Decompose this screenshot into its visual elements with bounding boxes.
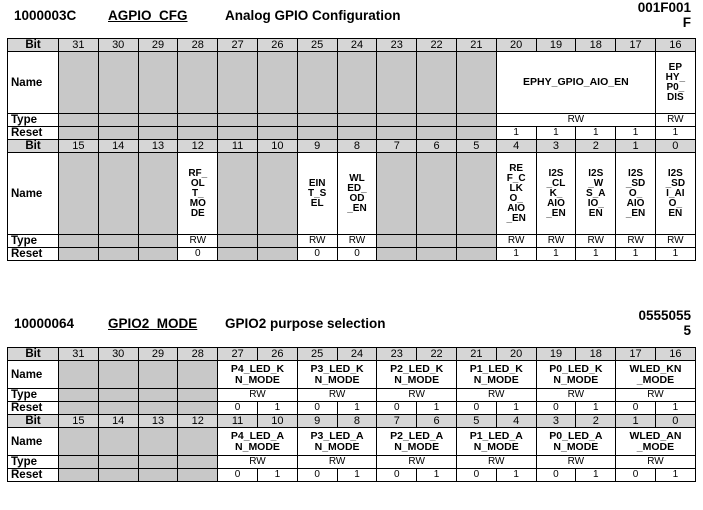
register-default-value <box>638 0 691 30</box>
field-type: RW <box>377 456 457 469</box>
type-label: Type <box>8 114 59 127</box>
reserved-cell <box>59 389 99 402</box>
reset-value: 0 <box>218 469 258 482</box>
bit-label: Bit <box>8 140 59 153</box>
reserved-cell <box>218 114 258 127</box>
reserved-cell <box>138 361 178 389</box>
bit-number: 28 <box>178 348 218 361</box>
reset-value: 0 <box>377 469 417 482</box>
reserved-cell <box>377 248 417 261</box>
bit-number: 26 <box>257 348 297 361</box>
field-type: RW <box>536 456 616 469</box>
reserved-cell <box>456 153 496 235</box>
reset-value: 1 <box>257 469 297 482</box>
reserved-cell <box>138 114 178 127</box>
reset-value: 0 <box>297 248 337 261</box>
bit-number: 18 <box>576 348 616 361</box>
field-p2-led-kn-mode: P2_LED_K N_MODE <box>377 361 457 389</box>
field-type: RW <box>536 235 576 248</box>
reserved-cell <box>98 248 138 261</box>
register-address: 10000064 <box>14 316 75 331</box>
bit-number: 23 <box>377 39 417 52</box>
reserved-cell <box>417 52 457 114</box>
reserved-cell <box>98 52 138 114</box>
reserved-cell <box>257 52 297 114</box>
reserved-cell <box>417 248 457 261</box>
field-i2s-ws-aio-en: I2S _W S_A IO_ EN <box>576 153 616 235</box>
bit-number: 13 <box>138 415 178 428</box>
bit-number: 7 <box>377 415 417 428</box>
bit-number: 29 <box>138 39 178 52</box>
reserved-cell <box>59 402 99 415</box>
reserved-cell <box>417 127 457 140</box>
bit-number: 9 <box>297 415 337 428</box>
reset-value: 0 <box>218 402 258 415</box>
reset-value: 0 <box>616 469 656 482</box>
name-label: Name <box>8 361 59 389</box>
field-type: RW <box>536 389 616 402</box>
reset-label: Reset <box>8 127 59 140</box>
field-type: RW <box>297 235 337 248</box>
field-type: RW <box>655 114 695 127</box>
reset-value: 1 <box>536 248 576 261</box>
reserved-cell <box>138 469 178 482</box>
field-p0-led-an-mode: P0_LED_A N_MODE <box>536 428 616 456</box>
reserved-cell <box>257 127 297 140</box>
bit-number: 9 <box>297 140 337 153</box>
bit-number: 20 <box>496 39 536 52</box>
bit-number: 28 <box>178 39 218 52</box>
reserved-cell <box>59 235 99 248</box>
reserved-cell <box>59 127 99 140</box>
bit-number: 26 <box>257 39 297 52</box>
bit-number: 17 <box>616 348 656 361</box>
reserved-cell <box>337 114 377 127</box>
bit-number: 23 <box>377 348 417 361</box>
register-header <box>0 0 703 34</box>
field-ephy-p0-dis: EP HY_ P0_ DIS <box>655 52 695 114</box>
reserved-cell <box>257 248 297 261</box>
reset-value: 1 <box>576 248 616 261</box>
reserved-cell <box>257 153 297 235</box>
bit-number: 7 <box>377 140 417 153</box>
reset-label: Reset <box>8 402 59 415</box>
field-type: RW <box>297 389 377 402</box>
bit-number: 8 <box>337 140 377 153</box>
default-line-2: F <box>682 15 691 30</box>
reserved-cell <box>218 52 258 114</box>
reset-value: 0 <box>178 248 218 261</box>
bit-number: 12 <box>178 415 218 428</box>
field-i2s-sdi-aio-en: I2S _SD I_AI O_ EN <box>655 153 695 235</box>
reserved-cell <box>456 127 496 140</box>
reserved-cell <box>98 402 138 415</box>
reserved-cell <box>218 153 258 235</box>
field-p1-led-kn-mode: P1_LED_K N_MODE <box>456 361 536 389</box>
reserved-cell <box>178 127 218 140</box>
field-type: RW <box>337 235 377 248</box>
field-p4-led-an-mode: P4_LED_A N_MODE <box>218 428 298 456</box>
bit-number: 30 <box>98 39 138 52</box>
field-type: RW <box>377 389 457 402</box>
type-label: Type <box>8 235 59 248</box>
field-type: RW <box>456 389 536 402</box>
field-name-row <box>8 428 696 456</box>
bit-number: 11 <box>218 140 258 153</box>
bit-number-row <box>8 415 696 428</box>
type-label: Type <box>8 456 59 469</box>
reserved-cell <box>98 235 138 248</box>
reserved-cell <box>138 428 178 456</box>
reserved-cell <box>98 389 138 402</box>
reserved-cell <box>178 402 218 415</box>
field-type: RW <box>218 389 298 402</box>
bit-number: 18 <box>576 39 616 52</box>
reserved-cell <box>178 389 218 402</box>
bit-number: 27 <box>218 39 258 52</box>
type-label: Type <box>8 389 59 402</box>
field-type: RW <box>576 235 616 248</box>
field-p4-led-kn-mode: P4_LED_K N_MODE <box>218 361 298 389</box>
bit-label: Bit <box>8 415 59 428</box>
reserved-cell <box>178 469 218 482</box>
bit-number: 2 <box>576 140 616 153</box>
type-row <box>8 114 696 127</box>
reserved-cell <box>98 153 138 235</box>
bit-number: 14 <box>98 140 138 153</box>
reset-value: 0 <box>297 469 337 482</box>
reset-value: 1 <box>337 469 377 482</box>
reset-value: 1 <box>576 127 616 140</box>
reserved-cell <box>98 127 138 140</box>
name-label: Name <box>8 428 59 456</box>
field-p1-led-an-mode: P1_LED_A N_MODE <box>456 428 536 456</box>
reserved-cell <box>417 153 457 235</box>
field-i2s-sdo-aio-en: I2S _SD O_ AIO _EN <box>616 153 656 235</box>
field-type: RW <box>616 389 696 402</box>
reserved-cell <box>138 456 178 469</box>
reserved-cell <box>178 114 218 127</box>
reserved-cell <box>138 402 178 415</box>
reserved-cell <box>337 52 377 114</box>
field-type: RW <box>616 235 656 248</box>
reserved-cell <box>138 389 178 402</box>
reset-value: 1 <box>496 402 536 415</box>
bit-number: 4 <box>496 140 536 153</box>
reset-label: Reset <box>8 469 59 482</box>
register-description: GPIO2 purpose selection <box>225 316 386 331</box>
bit-number-row <box>8 39 696 52</box>
bit-number: 25 <box>297 348 337 361</box>
reset-value: 1 <box>616 127 656 140</box>
field-p0-led-kn-mode: P0_LED_K N_MODE <box>536 361 616 389</box>
reserved-cell <box>456 114 496 127</box>
bit-number: 24 <box>337 39 377 52</box>
bit-number: 3 <box>536 140 576 153</box>
bit-number: 6 <box>417 415 457 428</box>
bit-number: 0 <box>655 140 695 153</box>
bit-number: 1 <box>616 140 656 153</box>
bit-number: 2 <box>576 415 616 428</box>
reserved-cell <box>297 114 337 127</box>
bit-number: 0 <box>655 415 695 428</box>
reset-value: 1 <box>655 402 695 415</box>
field-type: RW <box>218 456 298 469</box>
bit-number: 31 <box>59 39 99 52</box>
field-p3-led-an-mode: P3_LED_A N_MODE <box>297 428 377 456</box>
register-header <box>0 308 703 342</box>
bit-number: 10 <box>257 415 297 428</box>
bit-number: 21 <box>456 39 496 52</box>
bit-number: 15 <box>59 140 99 153</box>
field-rf-olt-mode: RF_ OL T_ MO DE <box>178 153 218 235</box>
reset-value: 0 <box>456 469 496 482</box>
bit-number: 24 <box>337 348 377 361</box>
reserved-cell <box>377 235 417 248</box>
register-default-value <box>638 308 691 338</box>
reserved-cell <box>59 456 99 469</box>
reset-value: 0 <box>377 402 417 415</box>
field-type: RW <box>616 456 696 469</box>
reserved-cell <box>59 428 99 456</box>
field-i2s-clk-aio-en: I2S _CL K_ AIO _EN <box>536 153 576 235</box>
reserved-cell <box>218 235 258 248</box>
reserved-cell <box>377 114 417 127</box>
field-wled-an-mode: WLED_AN _MODE <box>616 428 696 456</box>
reset-value: 1 <box>496 248 536 261</box>
reserved-cell <box>297 52 337 114</box>
reserved-cell <box>98 469 138 482</box>
reset-row <box>8 469 696 482</box>
bit-number: 8 <box>337 415 377 428</box>
bit-label: Bit <box>8 39 59 52</box>
reserved-cell <box>257 235 297 248</box>
name-label: Name <box>8 52 59 114</box>
field-name-row <box>8 52 696 114</box>
bit-number: 29 <box>138 348 178 361</box>
reserved-cell <box>257 114 297 127</box>
field-eint-sel: EIN T_S EL <box>297 153 337 235</box>
reset-value: 0 <box>297 402 337 415</box>
reserved-cell <box>178 52 218 114</box>
reserved-cell <box>138 153 178 235</box>
reset-label: Reset <box>8 248 59 261</box>
reset-row <box>8 127 696 140</box>
register-name: AGPIO_CFG <box>108 8 188 23</box>
reserved-cell <box>417 235 457 248</box>
bit-number: 19 <box>536 39 576 52</box>
bit-number: 12 <box>178 140 218 153</box>
bitfield-table <box>7 347 696 482</box>
reset-value: 1 <box>257 402 297 415</box>
default-line-1: 001F001 <box>637 0 691 15</box>
reserved-cell <box>138 52 178 114</box>
type-row <box>8 389 696 402</box>
bit-number: 13 <box>138 140 178 153</box>
reserved-cell <box>178 361 218 389</box>
field-type: RW <box>456 456 536 469</box>
bit-number: 22 <box>417 39 457 52</box>
reserved-cell <box>178 428 218 456</box>
bit-number: 20 <box>496 348 536 361</box>
bit-number: 10 <box>257 140 297 153</box>
bit-number: 3 <box>536 415 576 428</box>
reset-value: 1 <box>496 127 536 140</box>
reset-value: 1 <box>496 469 536 482</box>
field-refclko-aio-en: RE F_C LK O_ AIO _EN <box>496 153 536 235</box>
field-p3-led-kn-mode: P3_LED_K N_MODE <box>297 361 377 389</box>
reserved-cell <box>218 248 258 261</box>
field-type: RW <box>297 456 377 469</box>
bit-number-row <box>8 140 696 153</box>
reserved-cell <box>297 127 337 140</box>
field-name-row <box>8 153 696 235</box>
reset-value: 1 <box>655 248 695 261</box>
bit-number: 5 <box>456 140 496 153</box>
reserved-cell <box>59 248 99 261</box>
bit-number: 27 <box>218 348 258 361</box>
bit-label: Bit <box>8 348 59 361</box>
reserved-cell <box>59 114 99 127</box>
reset-value: 0 <box>616 402 656 415</box>
reserved-cell <box>377 52 417 114</box>
reset-value: 1 <box>655 127 695 140</box>
reserved-cell <box>456 52 496 114</box>
name-label: Name <box>8 153 59 235</box>
reset-value: 1 <box>576 469 616 482</box>
reset-value: 0 <box>456 402 496 415</box>
reserved-cell <box>98 428 138 456</box>
bit-number: 30 <box>98 348 138 361</box>
field-wled-od-en: WL ED_ OD _EN <box>337 153 377 235</box>
bit-number: 15 <box>59 415 99 428</box>
register-description: Analog GPIO Configuration <box>225 8 401 23</box>
field-type: RW <box>496 114 655 127</box>
default-line-1: 0555055 <box>638 308 691 323</box>
reserved-cell <box>59 52 99 114</box>
reserved-cell <box>59 153 99 235</box>
reset-value: 1 <box>417 402 457 415</box>
field-type: RW <box>496 235 536 248</box>
reset-row <box>8 248 696 261</box>
bit-number-row <box>8 348 696 361</box>
reserved-cell <box>377 153 417 235</box>
field-type: RW <box>178 235 218 248</box>
bit-number: 19 <box>536 348 576 361</box>
reserved-cell <box>138 235 178 248</box>
reset-value: 1 <box>417 469 457 482</box>
field-p2-led-an-mode: P2_LED_A N_MODE <box>377 428 457 456</box>
default-line-2: 5 <box>683 323 691 338</box>
reset-value: 0 <box>337 248 377 261</box>
reserved-cell <box>59 361 99 389</box>
reserved-cell <box>98 456 138 469</box>
reserved-cell <box>178 456 218 469</box>
field-wled-kn-mode: WLED_KN _MODE <box>616 361 696 389</box>
bit-number: 1 <box>616 415 656 428</box>
bit-number: 14 <box>98 415 138 428</box>
bit-number: 21 <box>456 348 496 361</box>
reserved-cell <box>377 127 417 140</box>
reserved-cell <box>337 127 377 140</box>
bit-number: 22 <box>417 348 457 361</box>
bit-number: 16 <box>655 348 695 361</box>
reset-row <box>8 402 696 415</box>
bitfield-table <box>7 38 696 261</box>
bit-number: 6 <box>417 140 457 153</box>
type-row <box>8 456 696 469</box>
field-name-row <box>8 361 696 389</box>
reserved-cell <box>456 248 496 261</box>
bit-number: 11 <box>218 415 258 428</box>
type-row <box>8 235 696 248</box>
reset-value: 1 <box>337 402 377 415</box>
bit-number: 16 <box>655 39 695 52</box>
reset-value: 0 <box>536 402 576 415</box>
register-address: 1000003C <box>14 8 77 23</box>
field-ephy-gpio-aio-en: EPHY_GPIO_AIO_EN <box>496 52 655 114</box>
reset-value: 0 <box>536 469 576 482</box>
bit-number: 5 <box>456 415 496 428</box>
register-gpio2-mode <box>0 308 703 481</box>
reserved-cell <box>456 235 496 248</box>
reserved-cell <box>138 127 178 140</box>
reserved-cell <box>417 114 457 127</box>
reserved-cell <box>138 248 178 261</box>
reserved-cell <box>218 127 258 140</box>
bit-number: 25 <box>297 39 337 52</box>
reserved-cell <box>59 469 99 482</box>
reset-value: 1 <box>616 248 656 261</box>
bit-number: 31 <box>59 348 99 361</box>
reset-value: 1 <box>576 402 616 415</box>
bit-number: 4 <box>496 415 536 428</box>
field-type: RW <box>655 235 695 248</box>
reset-value: 1 <box>536 127 576 140</box>
reset-value: 1 <box>655 469 695 482</box>
bit-number: 17 <box>616 39 656 52</box>
reserved-cell <box>98 114 138 127</box>
reserved-cell <box>98 361 138 389</box>
register-name: GPIO2_MODE <box>108 316 198 331</box>
